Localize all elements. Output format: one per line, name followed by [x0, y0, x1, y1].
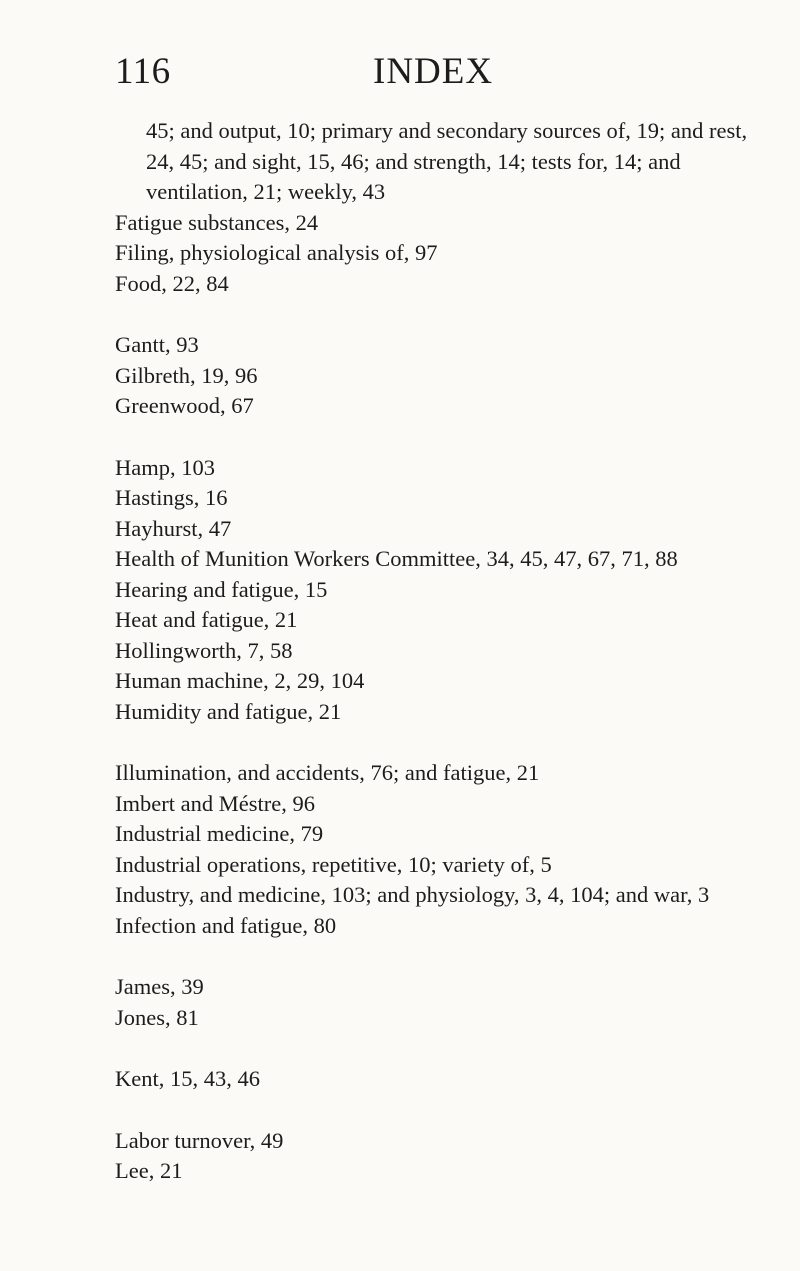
index-entry: Fatigue substances, 24 [115, 209, 319, 235]
page-number: 116 [115, 51, 171, 92]
index-entry: Labor turnover, 49 [115, 1127, 284, 1153]
index-entry: Filing, physiological analysis of, 97 [115, 240, 438, 265]
index-entry: Humidity and fatigue, 21 [115, 698, 342, 724]
index-body [115, 116, 765, 1218]
index-entry: Industrial medicine, 79 [115, 821, 324, 846]
running-head: INDEX [373, 51, 494, 92]
index-entry: Hearing and fatigue, 15 [115, 576, 328, 602]
page-header [0, 50, 800, 100]
index-group-g [115, 330, 765, 422]
index-entry: Human machine, 2, 29, 104 [115, 668, 365, 693]
index-entry: Hamp, 103 [115, 454, 215, 480]
index-entry: Jones, 81 [115, 1004, 199, 1030]
index-entry: Hollingworth, 7, 58 [115, 637, 293, 663]
index-group-i [115, 758, 765, 941]
index-group-j [115, 972, 765, 1033]
index-group-h [115, 453, 765, 728]
index-group-k [115, 1064, 765, 1095]
index-entry: James, 39 [115, 974, 204, 999]
index-entry: Illumination, and accidents, 76; and fatigue, 21 [115, 760, 540, 785]
index-entry: Gilbreth, 19, 96 [115, 362, 258, 388]
index-entry: Lee, 21 [115, 1158, 183, 1183]
index-entry: Greenwood, 67 [115, 393, 254, 418]
index-entry: Gantt, 93 [115, 332, 199, 357]
index-entry: Industrial operations, repetitive, 10; variety of, 5 [115, 851, 552, 877]
index-entry: Imbert and Méstre, 96 [115, 790, 315, 816]
index-entry: Food, 22, 84 [115, 270, 229, 296]
index-entry: Heat and fatigue, 21 [115, 607, 298, 632]
index-entry: Health of Munition Workers Committee, 34, 45, 47, 67, 71, 88 [115, 546, 678, 571]
index-group-l [115, 1126, 765, 1187]
index-group-f [115, 116, 765, 299]
index-entry: Industry, and medicine, 103; and physiology, 3, 4, 104; and war, 3 [115, 882, 710, 907]
index-entry: Hastings, 16 [115, 485, 228, 510]
index-entry-continued: 45; and output, 10; primary and secondary sources of, 19; and rest, 24, 45; and sight, 15, 46; and strength, 14; tests for, 14; and ventilation, 21; weekly, 43 [146, 118, 748, 204]
index-entry: Infection and fatigue, 80 [115, 912, 337, 938]
index-entry: Kent, 15, 43, 46 [115, 1066, 260, 1091]
index-entry: Hayhurst, 47 [115, 515, 232, 541]
